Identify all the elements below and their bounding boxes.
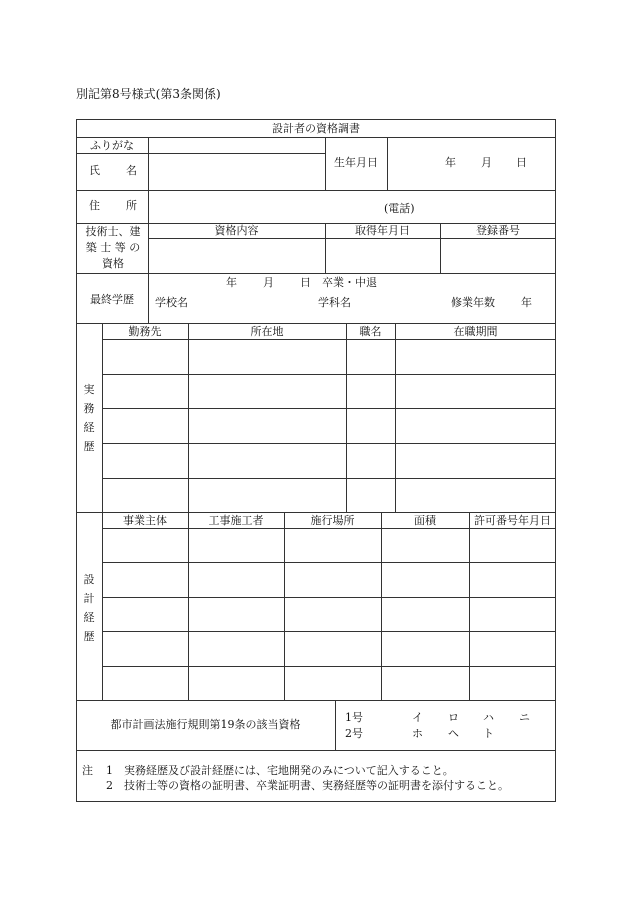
birthdate-day-unit: 日 [516,156,527,169]
work-col-period: 在職期間 [453,325,498,338]
qualification-label-line3: 資格 [102,257,124,270]
education-month-unit: 月 [263,276,274,289]
qualification-col-regnum: 登録番号 [476,224,520,237]
education-label: 最終学歴 [90,293,134,306]
eligibility-item1-label: 1号 [345,711,363,724]
education-year-unit: 年 [226,276,237,289]
table-title: 設計者の資格調書 [272,122,360,135]
work-history-label-char-1: 実 [83,383,95,396]
birthdate-year-unit: 年 [445,156,456,169]
eligibility-option-to: ト [483,727,494,740]
work-col-location: 所在地 [250,325,284,338]
furigana-label: ふりがな [90,139,134,152]
education-status: 卒業・中退 [322,276,377,289]
eligibility-option-ro: ロ [448,711,459,724]
department-label: 学科名 [318,296,351,309]
address-label-1: 住 [89,199,100,212]
school-label: 学校名 [155,296,188,309]
work-col-employer: 勤務先 [128,325,162,338]
design-history-label-char-4: 歴 [83,630,95,643]
work-col-title: 職名 [359,325,382,338]
eligibility-option-ni: ニ [519,711,530,724]
eligibility-option-ha: ハ [483,711,494,724]
study-years-unit: 年 [521,296,532,309]
work-history-label-char-2: 務 [83,402,95,415]
study-years-label: 修業年数 [451,296,495,309]
eligibility-label: 都市計画法施行規則第19条の該当資格 [110,718,301,731]
name-label-2: 名 [126,164,137,177]
work-history-label-char-3: 経 [83,421,95,434]
design-history-label-char-3: 経 [83,611,95,624]
education-day-unit: 日 [300,276,311,289]
eligibility-item2-label: 2号 [345,727,363,740]
work-history-label [82,380,96,456]
design-history-label-char-2: 計 [83,592,95,605]
design-col-contractor: 工事施工者 [208,514,264,527]
design-col-site: 施行場所 [310,514,355,527]
qualification-label-line1: 技術士、建 [85,225,141,238]
note-2-text: 技術士等の資格の証明書、卒業証明書、実務経歴等の証明書を添付すること。 [124,779,509,792]
form-label: 別記第8号様式(第3条関係) [76,87,221,101]
design-col-permit: 許可番号年月日 [474,514,551,527]
address-label-2: 所 [126,199,137,212]
phone-label: (電話) [384,202,415,215]
birthdate-label: 生年月日 [334,156,378,169]
note-1-text: 実務経歴及び設計経歴には、宅地開発のみについて記入すること。 [124,764,454,777]
qualification-col-content: 資格内容 [214,224,259,237]
eligibility-option-i: イ [412,711,423,724]
eligibility-option-ho: ホ [412,727,423,740]
note-1-number: 1 [106,764,113,777]
design-history-label [82,570,96,646]
note-2-number: 2 [106,779,113,792]
notes-prefix: 注 [82,764,93,777]
qualification-col-date: 取得年月日 [355,224,410,237]
design-history-label-char-1: 設 [83,573,95,586]
design-col-owner: 事業主体 [123,514,167,527]
qualification-label-line2: 築 士 等 の [85,241,141,254]
name-label-1: 氏 [89,164,100,177]
design-col-area: 面積 [414,514,436,527]
birthdate-month-unit: 月 [481,156,492,169]
work-history-label-char-4: 歴 [83,440,95,453]
eligibility-option-he: ヘ [448,727,459,740]
